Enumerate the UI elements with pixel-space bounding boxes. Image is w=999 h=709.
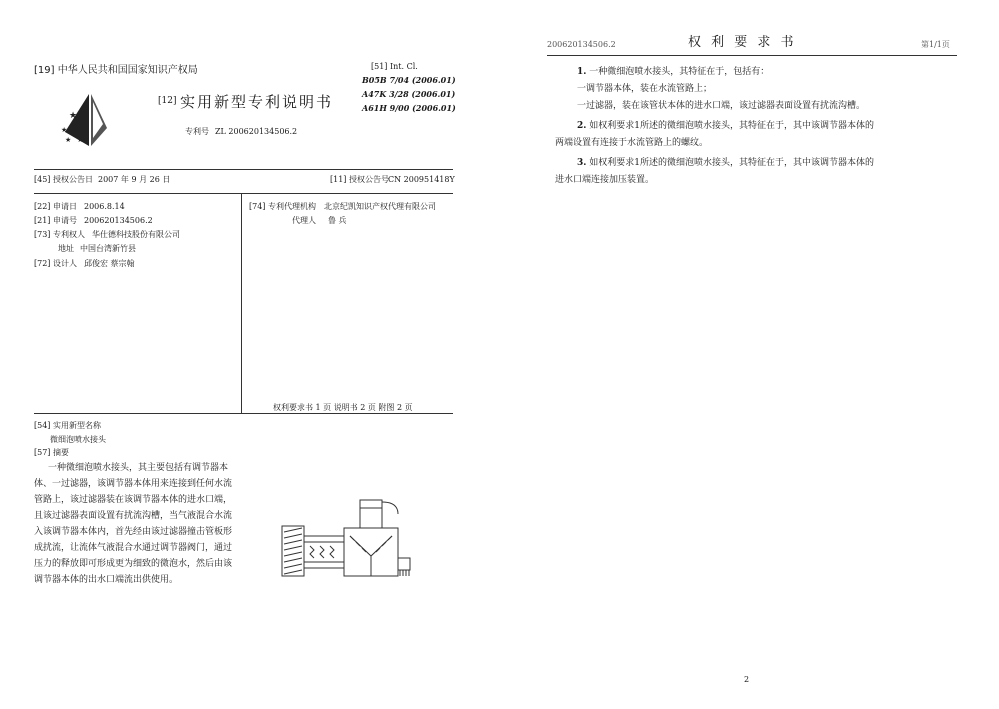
abstract-line: 一种微细泡喷水接头，其主要包括有调节器本 <box>48 463 229 473</box>
patent-office-logo <box>55 88 117 150</box>
header-divider <box>547 55 957 56</box>
page-number: 2 <box>744 675 750 684</box>
application-number-label: [21] 申请号 <box>34 216 77 225</box>
ipc-class-2: A47K 3/28 (2006.01) <box>362 89 456 99</box>
column-divider <box>241 193 242 413</box>
ipc-class-3: A61H 9/00 (2006.01) <box>362 103 456 113</box>
abstract-line: 压力的释放即可形成更为细致的微泡水，然后由该 <box>34 559 233 569</box>
patentee: 华仕德科技股份有限公司 <box>92 230 180 239</box>
divider <box>34 193 453 194</box>
filing-date-label: [22] 申请日 <box>34 202 77 211</box>
claim-line <box>577 155 874 172</box>
claim-line: 一过滤器，装在该管状本体的进水口端，该过滤器表面设置有扰流沟槽。 <box>577 101 866 111</box>
agent: 鲁 兵 <box>328 216 347 225</box>
address: 中国台湾新竹县 <box>80 244 136 253</box>
grant-number: CN 200951418Y <box>388 175 455 184</box>
svg-text:★: ★ <box>61 126 68 134</box>
svg-text:★: ★ <box>73 126 80 134</box>
patent-number: ZL 200620134506.2 <box>215 127 298 136</box>
claim-text: 如权利要求1所述的微细泡喷水接头，其特征在于，其中该调节器本体的 <box>589 121 875 131</box>
address-label: 地址 <box>58 244 74 253</box>
grant-number-label: [11] 授权公告号 <box>330 175 389 184</box>
abstract-line: 成扰流，让流体气液混合水通过调节器阀门，通过 <box>34 543 233 553</box>
patent-number-label: 专利号 <box>185 127 209 136</box>
svg-text:★: ★ <box>69 111 78 121</box>
designers: 邱俊宏 蔡宗翰 <box>84 259 135 268</box>
claim-line <box>577 118 874 135</box>
abstract-line: 管路上，该过滤器装在该调节器本体的进水口端， <box>34 495 233 505</box>
utility-title: 微细泡喷水接头 <box>50 435 106 444</box>
abstract-label: [57] 摘要 <box>34 448 69 457</box>
claim-line <box>577 64 769 81</box>
claim-number: 1. <box>577 67 587 77</box>
agency: 北京纪凯知识产权代理有限公司 <box>324 202 436 211</box>
abstract-line: 调节器本体的出水口端流出供使用。 <box>34 575 179 585</box>
pages-note: 权利要求书 1 页 说明书 2 页 附图 2 页 <box>273 403 413 412</box>
representative-drawing <box>278 492 426 588</box>
claim-line: 进水口端连接加压装置。 <box>555 175 655 185</box>
claims-page <box>525 0 999 709</box>
filing-date: 2006.8.14 <box>84 202 125 211</box>
claim-number: 2. <box>577 121 587 131</box>
grant-date-label: [45] 授权公告日 <box>34 175 93 184</box>
ipc-class-1: B05B 7/04 (2006.01) <box>362 75 456 85</box>
agent-label: 代理人 <box>292 216 316 225</box>
agency-label: [74] 专利代理机构 <box>249 202 316 211</box>
abstract-line: 体、一过滤器，该调节器本体用来连接到任何水流 <box>34 479 233 489</box>
ipc-label: [51] Int. Cl. <box>371 62 418 71</box>
svg-text:★: ★ <box>65 136 72 144</box>
claims-title: 权 利 要 求 书 <box>688 35 797 50</box>
designer-label: [72] 设计人 <box>34 259 77 268</box>
utility-title-label: [54] 实用新型名称 <box>34 421 101 430</box>
claim-number: 3. <box>577 158 587 168</box>
claim-text: 一种微细泡喷水接头，其特征在于，包括有： <box>589 67 770 77</box>
abstract-line: 且该过滤器表面设置有扰流沟槽，当气液混合水流 <box>34 511 233 521</box>
header-application-number: 200620134506.2 <box>547 40 616 49</box>
claim-line: 一调节器本体，装在水流管路上； <box>577 84 713 94</box>
abstract-line: 入该调节器本体内，首先经由该过滤器撞击管板形 <box>34 527 233 537</box>
doc-type-code: [12] <box>158 96 177 106</box>
patentee-label: [73] 专利权人 <box>34 230 85 239</box>
svg-text:★: ★ <box>77 136 84 144</box>
claim-line: 两端设置有连接于水流管路上的螺纹。 <box>555 138 709 148</box>
grant-date: 2007 年 9 月 26 日 <box>98 175 171 184</box>
claim-text: 如权利要求1所述的微细泡喷水接头，其特征在于，其中该调节器本体的 <box>589 158 875 168</box>
doc-type-title: 实用新型专利说明书 <box>180 93 334 111</box>
header-page-index: 第1/1页 <box>921 40 950 49</box>
divider <box>34 413 453 414</box>
patent-cover-page <box>0 0 498 709</box>
application-number: 200620134506.2 <box>84 216 153 225</box>
issuing-office: [19] 中华人民共和国国家知识产权局 <box>34 65 198 76</box>
divider <box>34 169 453 170</box>
